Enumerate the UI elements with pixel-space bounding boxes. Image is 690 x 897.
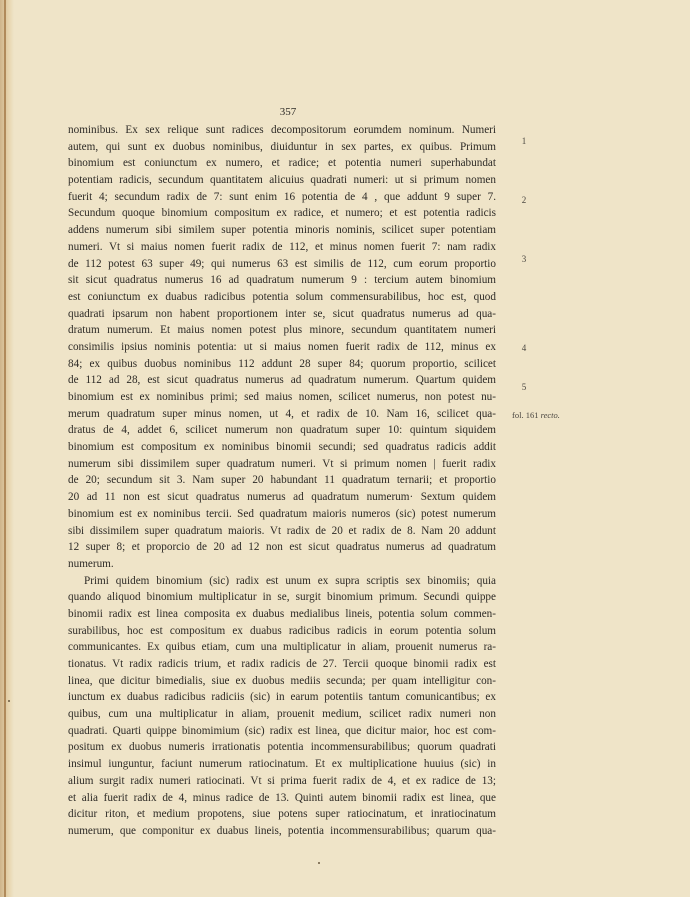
folio-suffix: recto.	[540, 410, 560, 420]
margin-number: 2	[521, 195, 527, 205]
text-line: dicitur riton, et medium propotens, siue potens super ratiocinatum, et inratiocinatum	[68, 808, 496, 821]
text-line: quadrati. Quarti quippe binomimium (sic) radix est linea, que dicitur maior, hoc est com-	[68, 724, 496, 737]
text-line: autem, qui sunt ex duobus nominibus, diuiduntur in sex partes, ex quibus. Primum	[68, 140, 496, 153]
text-line: de 112 potest 63 super 49; qui numerus 63 est similis de 112, cum eorum proportio	[68, 257, 496, 270]
text-line: dratus de 4, addet 6, scilicet numerum non quadratum super 10: quintum siquidem	[68, 424, 496, 437]
margin-number: 5	[521, 382, 527, 392]
text-line: numerum, que componitur ex duabus lineis, potentia incommensurabilibus; quarum qua-	[68, 824, 496, 837]
text-line: binomium est coniunctum ex numero, et radice; et potentia numeri superhabundat	[68, 157, 496, 170]
text-line: quando aliquod binomium multiplicatur in se, surgit binomium primum. Secundi quippe	[68, 591, 496, 604]
folio-note	[512, 410, 560, 420]
text-line: binomium est ex nominibus primi; sed maius nomen, scilicet numerus, non potest nu-	[68, 391, 496, 403]
text-line: et alia fuerit radix de 4, minus radice de 13. Quinti autem binomii radix est linea, que	[68, 791, 496, 804]
text-line: consimilis ipsius nominis potentia: ut si maius nomen fuerit radix de 112, minus ex	[68, 340, 496, 353]
text-line: addens numerum sibi similem super potentia minoris nominis, scilicet super potentiam	[68, 224, 496, 237]
text-line: 20 ad 11 non est sicut quadratus numerus ad quadratum numerum· Sextum quidem	[68, 491, 496, 504]
margin-number: 3	[521, 254, 527, 264]
margin-number: 4	[521, 343, 527, 353]
text-line: tionatus. Vt radix radicis trium, et radix radicis de 27. Tercii quoque binomii radix est	[68, 658, 496, 670]
text-line: alium surgit radix numeri ratiocinati. Vt si prima fuerit radix de 4, et ex radice de 13;	[68, 774, 496, 787]
text-line: Secundum quoque binomium compositum ex radice, et numero; et est potentia radicis	[68, 207, 496, 220]
text-line: 84; ex quibus duobus nominibus 112 addunt 28 super 84; quorum proportio, scilicet	[68, 357, 496, 370]
text-line: potentiam radicis, secundum quantitatem alicuius quadrati numeri: ut si primum nomen	[68, 174, 496, 187]
text-line: positum ex duobus numeris irrationatis potentia incommensurabilibus; quorum quadrati	[68, 741, 496, 754]
text-line: quadrati ipsarum non habent proportionem inter se, sicut quadratus numerus ad qua-	[68, 307, 496, 320]
text-line: insimul iunguntur, faciunt numerum ratiocinatum. Et ex multiplicatione huuius (sic) in	[68, 758, 496, 771]
text-line: nominibus. Ex sex relique sunt radices decompositorum eorumdem nominum. Numeri	[68, 124, 496, 136]
text-line: numeri. Vt si maius nomen fuerit radix de 112, et minus nomen fuerit 7: nam radix	[68, 240, 496, 253]
text-line: est coniunctum ex duabus radicibus potentia solum commensurabilibus, hoc est, quod	[68, 290, 496, 303]
text-line: sibi dissimilem super quadratum maioris. Vt radix de 20 et radix de 8. Nam 20 addunt	[68, 524, 496, 537]
page-number: 357	[279, 106, 297, 118]
text-line: surabilibus, hoc est compositum ex duabus radicibus radicis in eorum potentia solum	[68, 624, 496, 637]
text-line: sit sicut quadratus numerus 16 ad quadratum numerum 9 : tercium autem binomium	[68, 274, 496, 287]
text-line: Primi quidem binomium (sic) radix est unum ex supra scriptis sex binomiis; quia	[84, 574, 496, 587]
text-line: binomium est ex nominibus tercii. Sed quadratum maioris numeros (sic) potest numerum	[68, 507, 496, 520]
paper-speck	[8, 700, 10, 702]
text-line: binomii radix est linea composita ex duabus medialibus lineis, potentia solum commen-	[68, 607, 496, 620]
text-line: communicantes. Ex quibus etiam, cum una multiplicatur in aliam, prouenit numerus ra-	[68, 641, 496, 654]
body-text	[68, 122, 496, 840]
folio-label: fol. 161	[512, 410, 539, 420]
text-line: iunctum ex duabus radicibus radiciis (sic) in earum potentiis tantum comunicantibus; ex	[68, 691, 496, 704]
margin-number: 1	[521, 136, 527, 146]
text-line: 12 super 8; et proporcio de 20 ad 12 non est sicut quadratus numerus ad quadratum	[68, 541, 496, 554]
text-line: numerum sibi dissimilem super quadratum numeri. Vt si primum nomen | fuerit radix	[68, 457, 496, 470]
text-line: linea, que dicitur bimedialis, siue ex duobus mediis secunda; per quam intelligitur con-	[68, 674, 496, 687]
text-line: fuerit 4; secundum radix de 7: sunt enim 16 potentia de 4 , que addunt 9 super 7.	[68, 190, 496, 203]
text-line: de 112 ad 28, est sicut quadratus numerus ad quadratum numerum. Quartum quidem	[68, 374, 496, 387]
text-line: dratum numerum. Et maius nomen potest plus minore, secundum quantitatem numeri	[68, 324, 496, 337]
text-line: de 20; secundum sit 3. Nam super 20 habundant 11 quadratum ternarii; et proportio	[68, 474, 496, 487]
page-binding-edge	[0, 0, 14, 897]
text-line: quibus, cum una multiplicatur in aliam, prouenit medium, scilicet radix numeri non	[68, 708, 496, 721]
text-line: numerum.	[68, 557, 114, 570]
binding-fold-line	[4, 0, 6, 897]
text-line: binomium est compositum ex nominibus binomii secundi; sed quadratus radicis addit	[68, 441, 496, 454]
paper-speck	[318, 862, 320, 864]
text-line: merum quadratum super minus nomen, ut 4, et radix de 10. Nam 16, scilicet qua-	[68, 407, 496, 420]
